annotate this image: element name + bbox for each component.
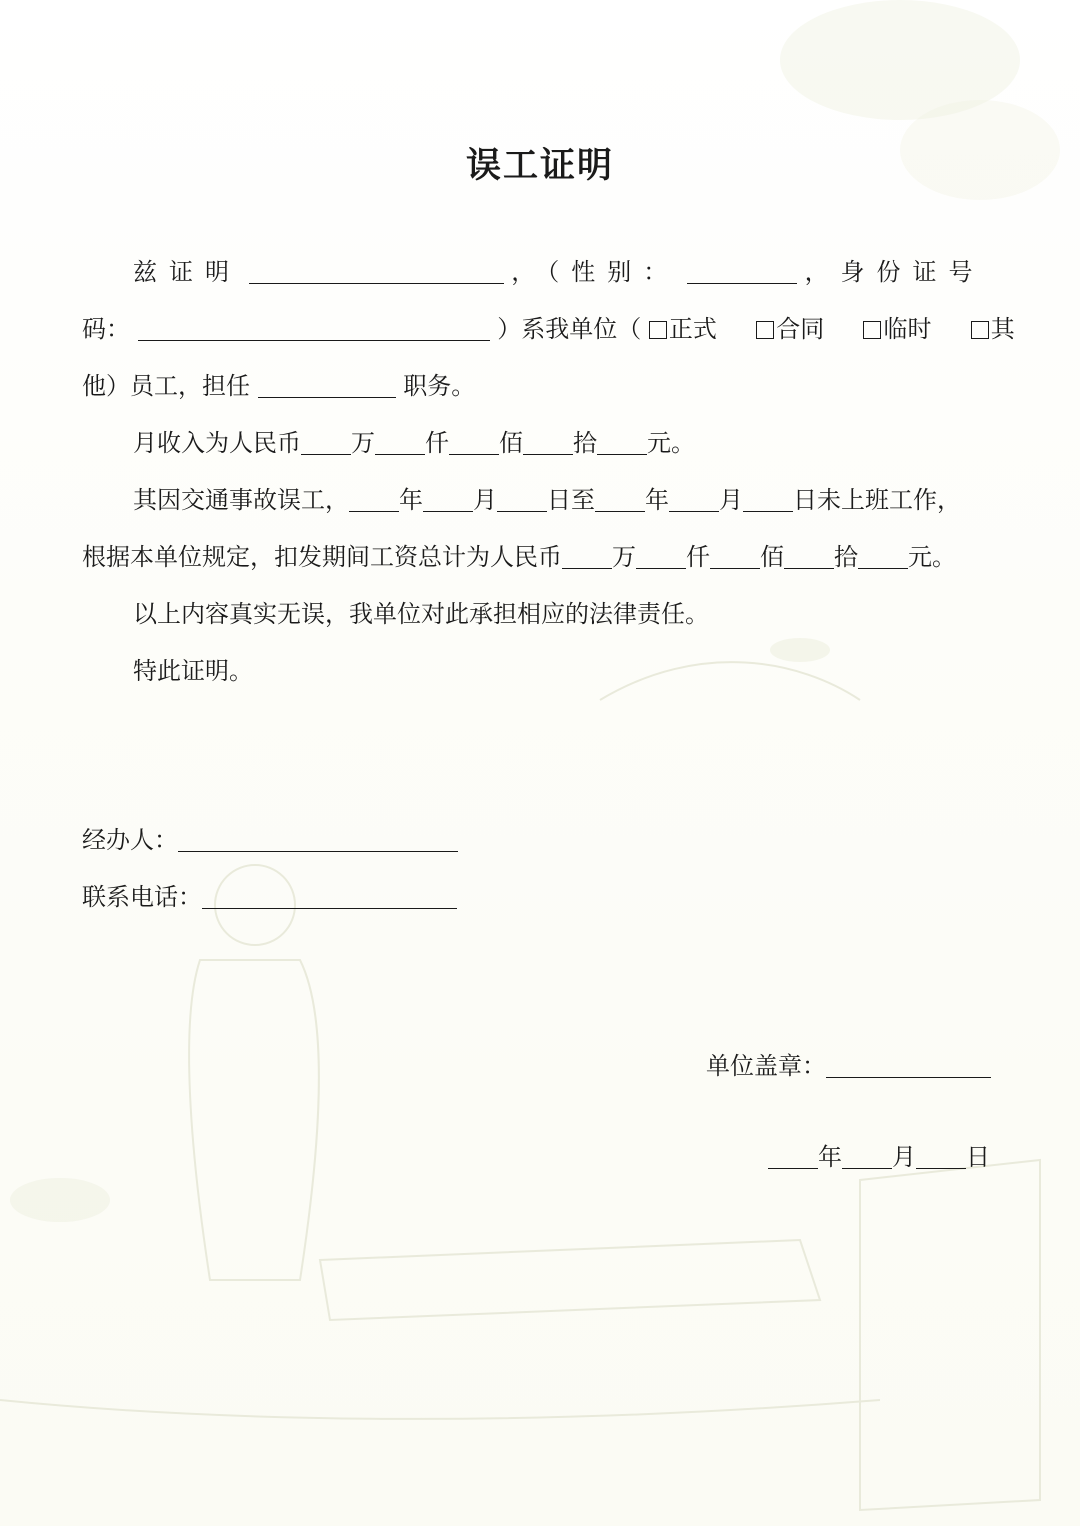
start-month-blank[interactable] [423, 487, 473, 512]
deduct-qian-blank[interactable] [636, 544, 686, 569]
closing: 特此证明。 [133, 657, 253, 685]
absence-label: 其因交通事故误工， [133, 486, 349, 514]
handler-label: 经办人： [82, 826, 178, 854]
name-blank[interactable] [249, 259, 504, 284]
option-contract[interactable]: 合同 [756, 314, 824, 344]
income-label: 月收入为人民币 [133, 429, 301, 457]
income-qian-blank[interactable] [375, 430, 425, 455]
income-yuan-blank[interactable] [597, 430, 647, 455]
certify-label: 兹证明 [133, 258, 241, 286]
seal-blank[interactable] [826, 1053, 991, 1078]
end-day-blank[interactable] [743, 487, 793, 512]
seal-label: 单位盖章： [706, 1052, 826, 1080]
declaration: 以上内容真实无误，我单位对此承担相应的法律责任。 [133, 600, 709, 628]
income-wan-blank[interactable] [301, 430, 351, 455]
option-formal[interactable]: 正式 [649, 314, 717, 344]
id-number-blank[interactable] [138, 316, 490, 341]
checkbox[interactable] [649, 321, 667, 339]
checkbox[interactable] [971, 321, 989, 339]
end-month-blank[interactable] [669, 487, 719, 512]
absence-line-1: 其因交通事故误工， 年 月 日至 年 月 日未上班工作， [133, 486, 961, 514]
sign-year-blank[interactable] [768, 1144, 818, 1169]
sign-month-blank[interactable] [842, 1144, 892, 1169]
position-blank[interactable] [258, 373, 396, 398]
start-year-blank[interactable] [349, 487, 399, 512]
gender-label: ，（性别： [511, 258, 680, 286]
handler-line [82, 825, 458, 855]
absence-line-2: 根据本单位规定，扣发期间工资总计为人民币 万 仟 佰 拾 元。 [82, 543, 956, 571]
certify-line-2 [82, 314, 1015, 344]
checkbox[interactable] [756, 321, 774, 339]
income-bai-blank[interactable] [449, 430, 499, 455]
unit-label: ）系我单位（ [497, 315, 642, 343]
deduct-bai-blank[interactable] [710, 544, 760, 569]
position-suffix: 职务。 [403, 372, 476, 400]
end-year-blank[interactable] [595, 487, 645, 512]
deduct-shi-blank[interactable] [784, 544, 834, 569]
seal-line [706, 1051, 991, 1081]
deduction-label: 根据本单位规定，扣发期间工资总计为人民币 [82, 543, 562, 571]
income-line: 月收入为人民币 万 仟 佰 拾 元。 [133, 429, 695, 457]
certify-line-3 [82, 371, 475, 401]
handler-blank[interactable] [178, 827, 458, 852]
option-temporary[interactable]: 临时 [863, 314, 931, 344]
phone-blank[interactable] [202, 884, 457, 909]
sign-day-blank[interactable] [916, 1144, 966, 1169]
checkbox[interactable] [863, 321, 881, 339]
date-line: 年 月 日 [768, 1142, 990, 1172]
phone-line [82, 882, 457, 912]
start-day-blank[interactable] [497, 487, 547, 512]
id-label-part2: 码： [82, 315, 130, 343]
id-label-part1: ，身份证号 [804, 258, 985, 286]
option-other[interactable]: 其 [971, 314, 1015, 344]
income-shi-blank[interactable] [523, 430, 573, 455]
page-title: 误工证明 [465, 145, 614, 186]
gender-blank[interactable] [687, 259, 797, 284]
phone-label: 联系电话： [82, 883, 202, 911]
certify-line-1 [133, 257, 985, 287]
deduct-yuan-blank[interactable] [858, 544, 908, 569]
position-label: 他）员工，担任 [82, 372, 250, 400]
deduct-wan-blank[interactable] [562, 544, 612, 569]
